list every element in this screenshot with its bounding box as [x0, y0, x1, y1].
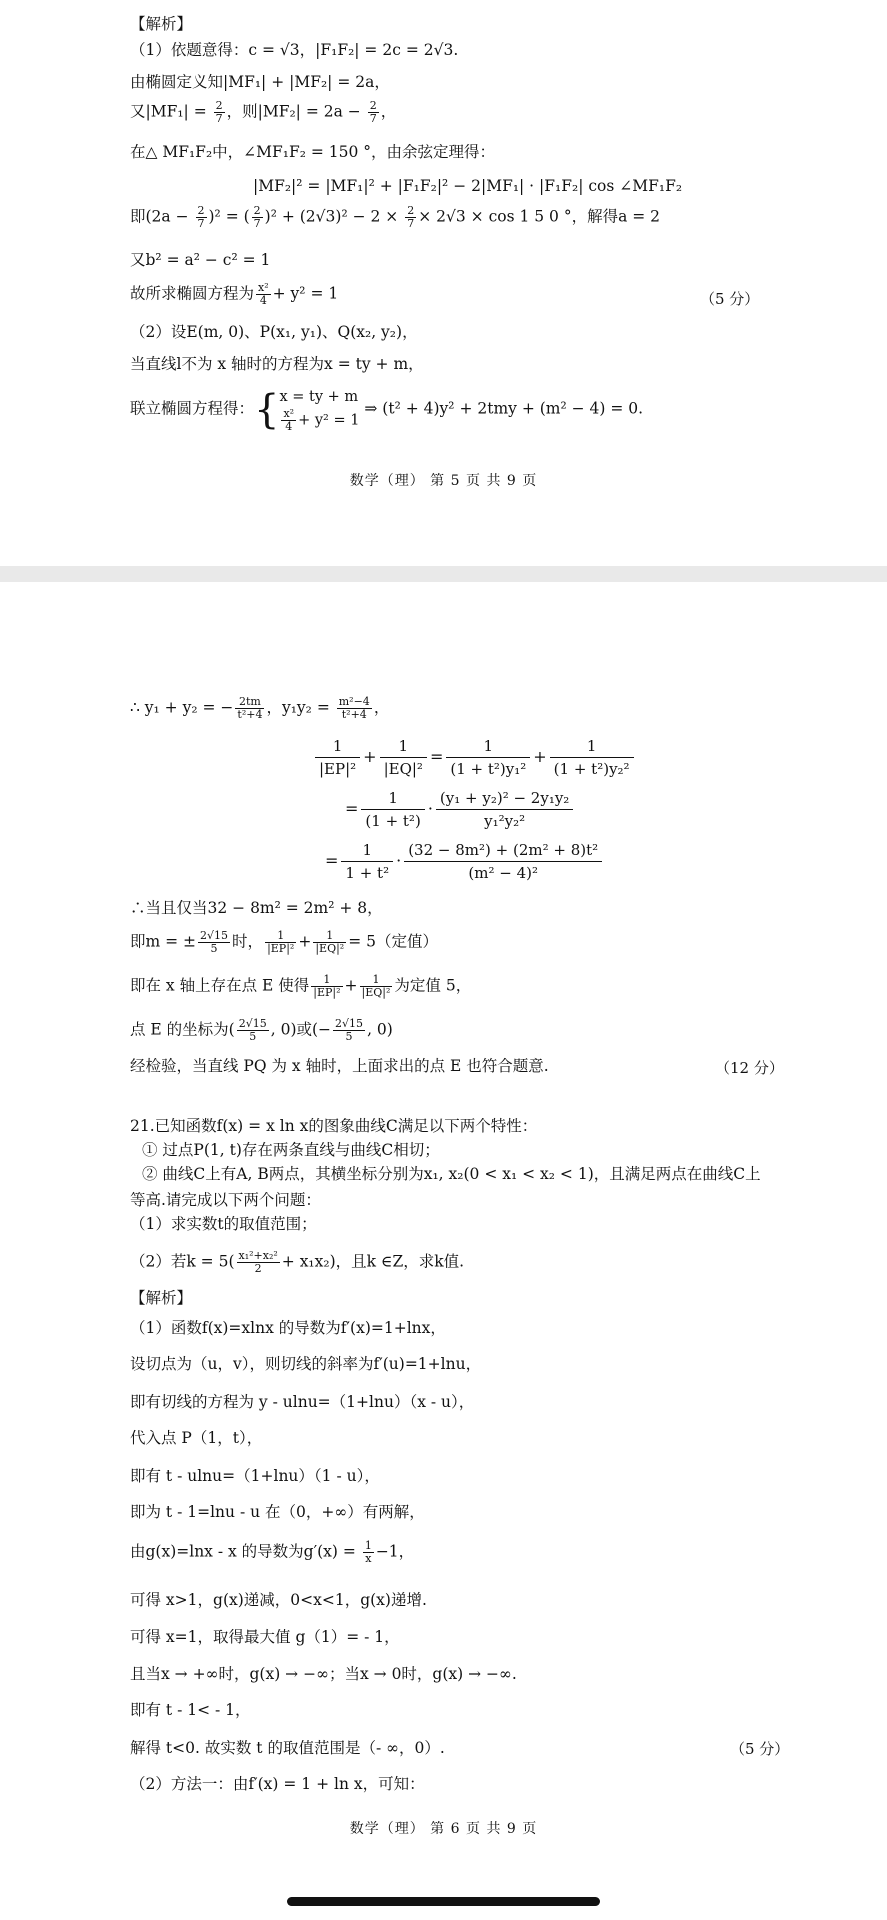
score-label: （5 分）	[700, 290, 760, 308]
document-page-5	[0, 0, 887, 566]
home-indicator[interactable]	[287, 1897, 600, 1906]
page-divider	[0, 566, 887, 582]
text-line: 由椭圆定义知|MF₁| + |MF₂| = 2a，	[130, 73, 390, 91]
text-line: （1）求实数t的取值范围；	[130, 1215, 317, 1233]
cosine-law-equation: |MF₂|² = |MF₁|² + |F₁F₂|² − 2|MF₁| · |F₁F₂| cos ∠MF₁F₂	[253, 177, 683, 195]
text-line: 即有切线的方程为 y - ulnu=（1+lnu）（x - u），	[130, 1393, 475, 1411]
text-line: 解得 t<0. 故实数 t 的取值范围是（- ∞，0）.	[130, 1739, 445, 1757]
fraction: $\frac{2}{7}$	[407, 204, 415, 230]
text-line: ② 曲线C上有A, B两点，其横坐标分别为x₁, x₂(0 < x₁ < x₂ < 1)，且满足两点在曲线C上	[142, 1165, 761, 1183]
system-of-equations: 联立椭圆方程得：{ x = ty + m $\frac{\text{x²}}{4}$ + y² = 1 ⇒ (t² + 4)y² + 2tmy + (m² − 4) = 0.	[130, 386, 644, 433]
equation-line-3: = $\frac{1}{\text{1 + t²}}$ · $\frac{\text{(32 − 8m²) + (2m² + 8)t²}}{\text{(m² − 4)²}}$	[325, 839, 605, 884]
text-line: 且当x → +∞时，g(x) → −∞；当x → 0时，g(x) → −∞.	[130, 1665, 517, 1683]
fraction: $\frac{2}{7}$	[369, 99, 377, 125]
text-line: 可得 x=1，取得最大值 g（1）= - 1，	[130, 1628, 400, 1646]
text-line: ∴当且仅当32 − 8m² = 2m² + 8，	[130, 899, 383, 917]
text-line: （1）依题意得：c = √3，|F₁F₂| = 2c = 2√3.	[130, 41, 459, 59]
text-line: ∴ y₁ + y₂ = − $\frac{2tm}{\text{t²+4}}$ ，y₁y₂ = $\frac{\text{m²−4}}{\text{t²+4}}$ ，	[130, 695, 390, 721]
solution-heading: 【解析】	[130, 15, 193, 33]
text-line: 设切点为（u，v），则切线的斜率为f′(u)=1+lnu，	[130, 1355, 482, 1373]
fraction: $\frac{2}{7}$	[253, 204, 261, 230]
page-footer: 数学（理） 第 6 页 共 9 页	[349, 1821, 538, 1837]
text-line: 即有 t - 1< - 1，	[130, 1701, 251, 1719]
text-line: 即(2a − $\frac{2}{7}$ )² = ( $\frac{2}{7}$ )² + (2√3)² − 2 × $\frac{2}{7}$ × 2√3 × cos 1 5 0 °，解得a = 2	[130, 204, 661, 230]
fraction: $\frac{\text{m²−4}}{\text{t²+4}}$	[338, 695, 370, 721]
text-line: 可得 x>1，g(x)递减，0<x<1，g(x)递增.	[130, 1591, 427, 1609]
text-line: 当直线l不为 x 轴时的方程为x = ty + m，	[130, 355, 424, 373]
text-line: 等高.请完成以下两个问题：	[130, 1191, 321, 1209]
equation-line-1: $\frac{1}{\text{|EP|²}}$ + $\frac{1}{\text{|EQ|²}}$ = $\frac{1}{\text{(1 + t²)y₁²}}$ + $\frac{1}{\text{(1 + t²)y₂²}}$	[312, 735, 637, 780]
text-line: 又b² = a² − c² = 1	[130, 251, 271, 269]
text-line: 又|MF₁| = $\frac{2}{7}$ ，则|MF₂| = 2a − $\frac{2}{7}$ ，	[130, 99, 397, 125]
text-line: （2）设E(m, 0)、P(x₁, y₁)、Q(x₂, y₂)，	[130, 323, 418, 341]
text-line: 故所求椭圆方程为 $\frac{\text{x²}}{4}$ + y² = 1	[130, 281, 339, 307]
text-line: （1）函数f(x)=xlnx 的导数为f′(x)=1+lnx，	[130, 1319, 446, 1337]
text-line: 即有 t - ulnu=（1+lnu）（1 - u），	[130, 1467, 380, 1485]
score-label: （12 分）	[715, 1059, 784, 1077]
score-label: （5 分）	[730, 1740, 790, 1758]
page-footer: 数学（理） 第 5 页 共 9 页	[349, 473, 538, 489]
text-line: 点 E 的坐标为( $\frac{2√15}{5}$ , 0)或(− $\frac{2√15}{5}$ , 0)	[130, 1017, 393, 1043]
text-line: ① 过点P(1, t)存在两条直线与曲线C相切；	[142, 1141, 440, 1159]
text-line: （2）方法一：由f′(x) = 1 + ln x，可知：	[130, 1775, 425, 1793]
question-21: 21.已知函数f(x) = x ln x的图象曲线C满足以下两个特性：	[130, 1117, 538, 1135]
fraction: $\frac{2tm}{\text{t²+4}}$	[237, 695, 263, 721]
equation-line-2: = $\frac{1}{\text{(1 + t²)}}$ · $\frac{\text{(y₁ + y₂)² − 2y₁y₂}}{\text{y₁²y₂²}}$	[345, 787, 576, 832]
text-line: 即为 t - 1=lnu - u 在（0，+∞）有两解，	[130, 1503, 425, 1521]
fraction: $\frac{\text{x²}}{4}$	[258, 281, 269, 307]
text-line: 由g(x)=lnx - x 的导数为g′(x) = $\frac{1}{x}$ −1，	[130, 1539, 415, 1565]
text-line: 即m = ± $\frac{2√15}{5}$ 时， $\frac{1}{\text{|EP|²}}$ + $\frac{1}{\text{|EQ|²}}$ = 5（定值）	[130, 929, 438, 955]
text-line: 即在 x 轴上存在点 E 使得 $\frac{1}{\text{|EP|²}}$ + $\frac{1}{\text{|EQ|²}}$ 为定值 5，	[130, 973, 472, 999]
fraction: $\frac{2}{7}$	[215, 99, 223, 125]
solution-heading: 【解析】	[130, 1289, 193, 1307]
text-line: 代入点 P（1，t），	[130, 1429, 263, 1447]
fraction: $\frac{2}{7}$	[197, 204, 205, 230]
text-line: 在△ MF₁F₂中，∠MF₁F₂ = 150 °，由余弦定理得：	[130, 143, 496, 161]
text-line: 经检验，当直线 PQ 为 x 轴时，上面求出的点 E 也符合题意.	[130, 1057, 549, 1075]
text-line: （2）若k = 5( $\frac{\text{x₁²+x₂²}}{2}$ + x₁x₂)，且k ∈Z，求k值.	[130, 1249, 465, 1275]
